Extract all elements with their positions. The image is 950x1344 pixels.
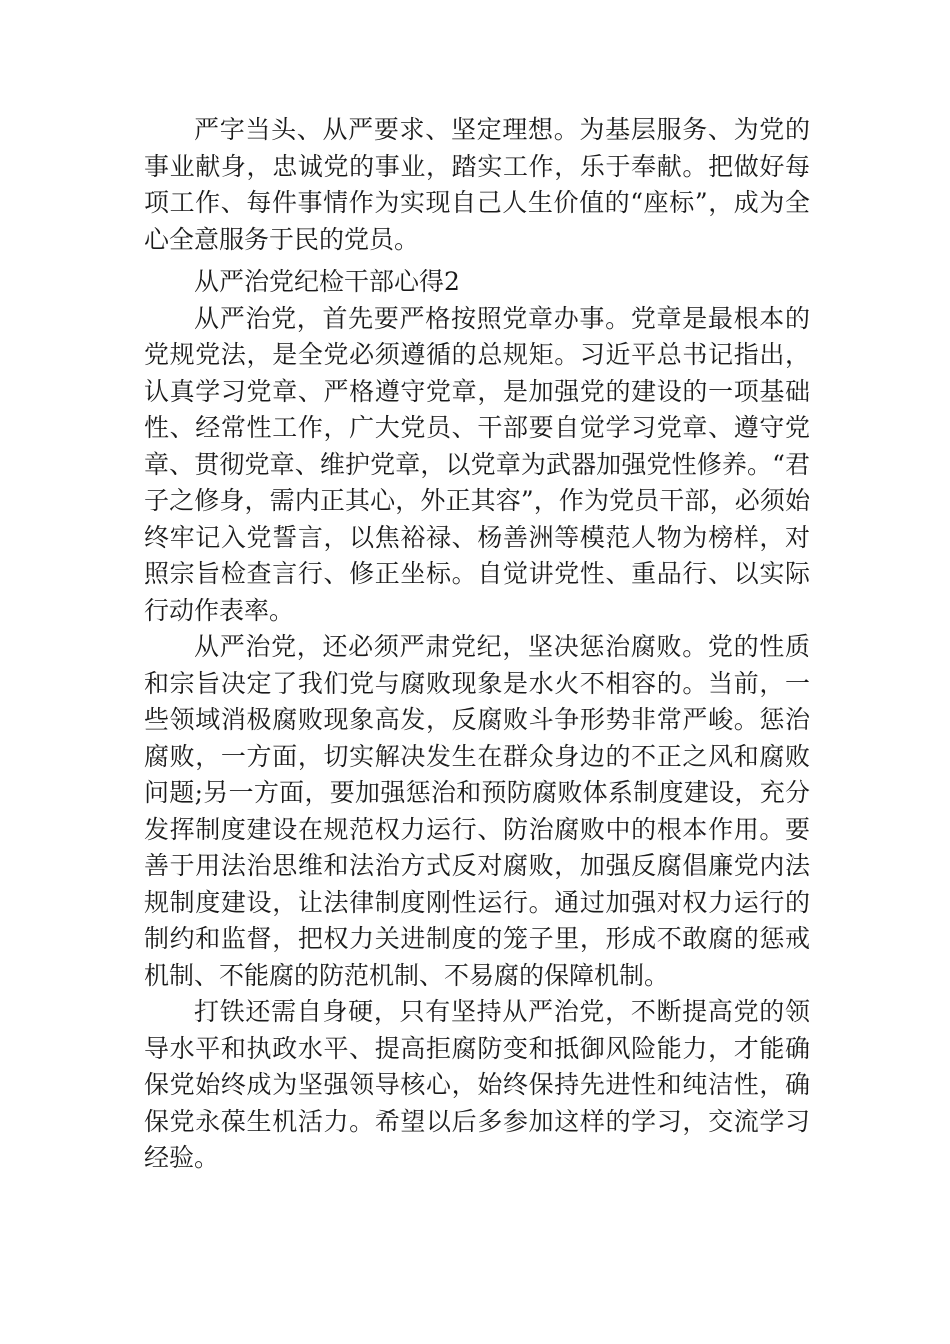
paragraph-conclusion: 打铁还需自身硬，只有坚持从严治党，不断提高党的领导水平和执政水平、提高拒腐防变和抵御风险能力，才能确保党始终成为坚强领导核心，始终保持先进性和纯洁性，确保党永葆生机活力。希望以后多参加这样的学习，交流学习经验。 <box>144 997 810 1172</box>
document-body <box>144 112 810 1177</box>
paragraph-intro: 严字当头、从严要求、坚定理想。为基层服务、为党的事业献身，忠诚党的事业，踏实工作，乐于奉献。把做好每项工作、每件事情作为实现自己人生价值的“座标”，成为全心全意服务于民的党员。 <box>144 115 810 254</box>
paragraph-anti-corruption: 从严治党，还必须严肃党纪，坚决惩治腐败。党的性质和宗旨决定了我们党与腐败现象是水火不相容的。当前，一些领域消极腐败现象高发，反腐败斗争形势非常严峻。惩治腐败，一方面，切实解决发生在群众身边的不正之风和腐败问题;另一方面，要加强惩治和预防腐败体系制度建设，充分发挥制度建设在规范权力运行、防治腐败中的根本作用。要善于用法治思维和法治方式反对腐败，加强反腐倡廉党内法规制度建设，让法律制度刚性运行。通过加强对权力运行的制约和监督，把权力关进制度的笼子里，形成不敢腐的惩戒机制、不能腐的防范机制、不易腐的保障机制。 <box>144 632 810 990</box>
paragraph-party-constitution: 从严治党，首先要严格按照党章办事。党章是最根本的党规党法，是全党必须遵循的总规矩。习近平总书记指出，认真学习党章、严格遵守党章，是加强党的建设的一项基础性、经常性工作，广大党员、干部要自觉学习党章、遵守党章、贯彻党章、维护党章，以党章为武器加强党性修养。“君子之修身，需内正其心，外正其容”，作为党员干部，必须始终牢记入党誓言，以焦裕禄、杨善洲等模范人物为榜样，对照宗旨检查言行、修正坐标。自觉讲党性、重品行、以实际行动作表率。 <box>144 303 810 625</box>
section-title: 从严治党纪检干部心得2 <box>194 267 460 296</box>
